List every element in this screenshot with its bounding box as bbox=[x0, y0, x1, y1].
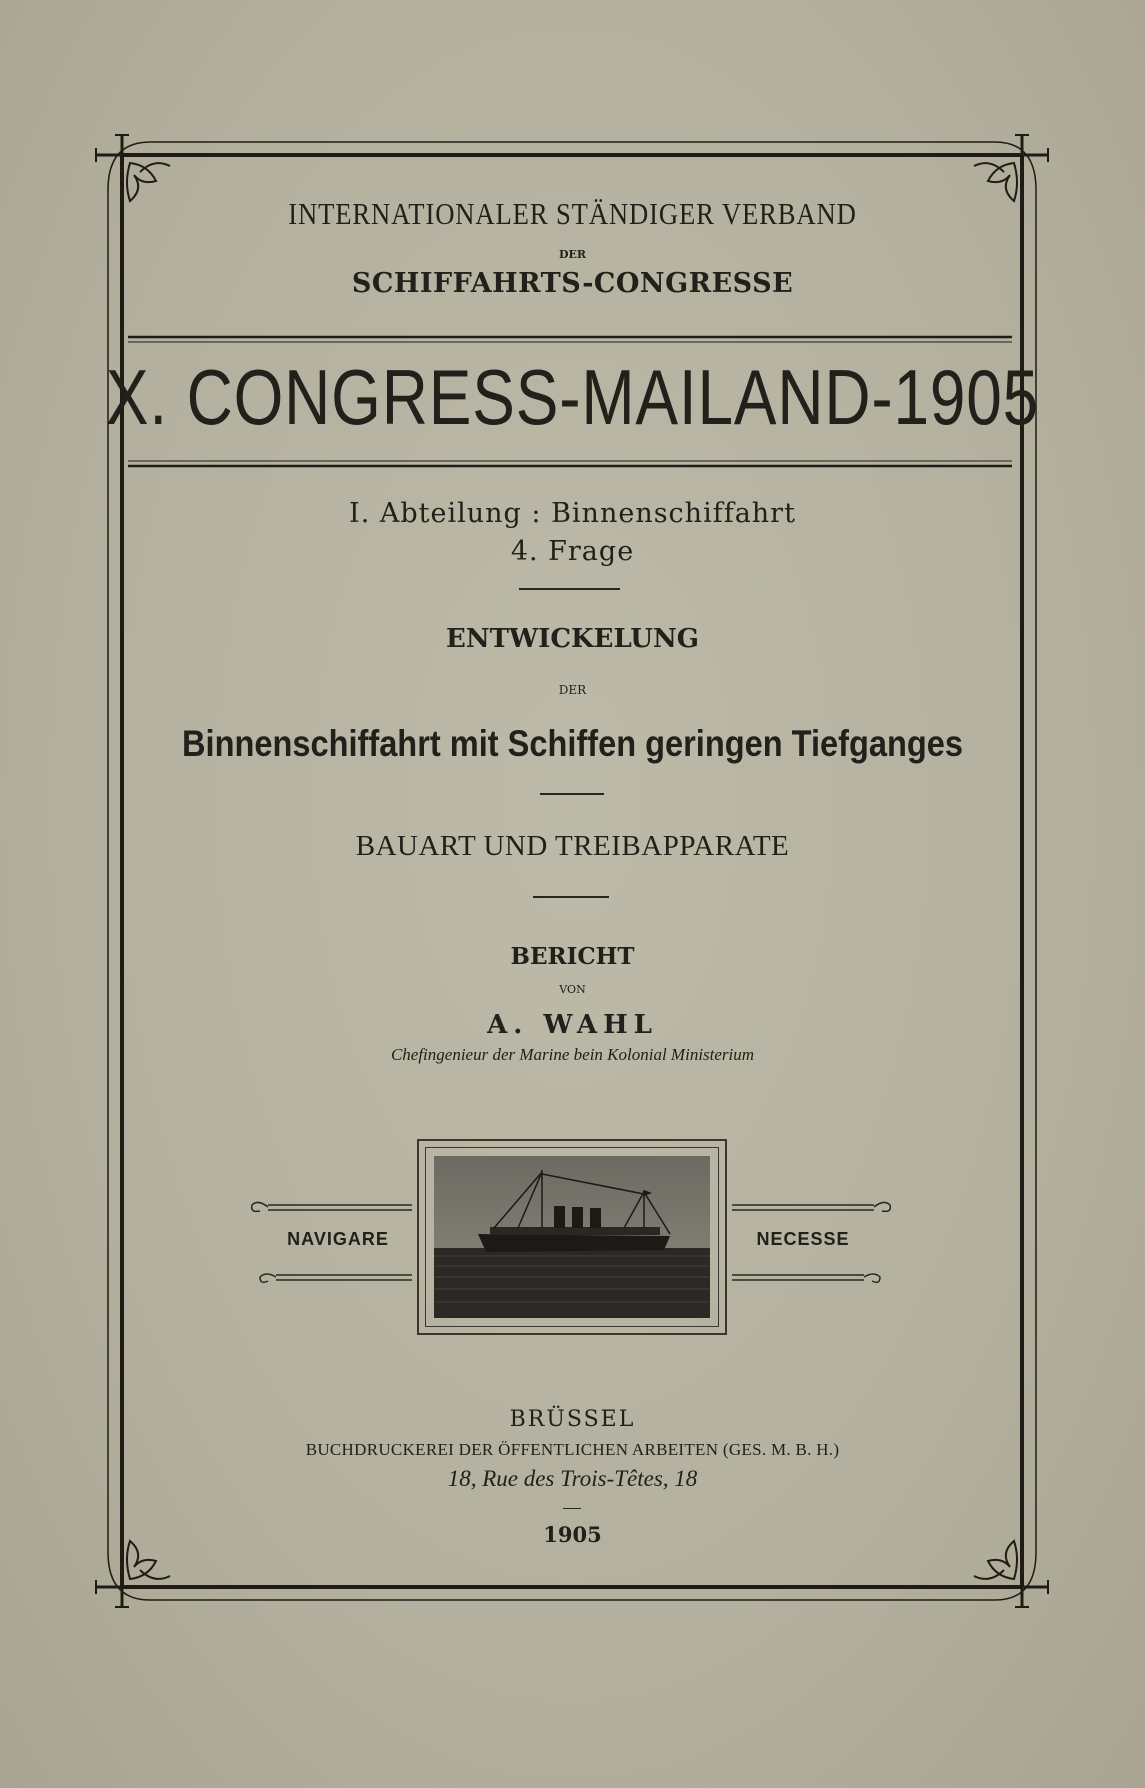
imprint-address: 18, Rue des Trois-Têtes, 18 bbox=[447, 1466, 698, 1491]
imprint-city: BRÜSSEL bbox=[509, 1407, 636, 1432]
imprint-year: 1905 bbox=[543, 1522, 602, 1547]
subject-subtitle: BAUART UND TREIBAPPARATE bbox=[355, 830, 790, 862]
imprint-printer: BUCHDRUCKEREI DER ÖFFENTLICHEN ARBEITEN (GES. M. B. H.) bbox=[305, 1440, 840, 1459]
der-label: DER bbox=[558, 248, 587, 261]
author-title: Chefingenieur der Marine bein Kolonial Ministerium bbox=[390, 1045, 755, 1064]
motto-right: NECESSE bbox=[756, 1229, 850, 1249]
association-name: INTERNATIONALER STÄNDIGER VERBAND bbox=[288, 196, 857, 231]
section-frage: 4. Frage bbox=[510, 536, 635, 567]
section-abteilung: I. Abteilung : Binnenschiffahrt bbox=[349, 498, 796, 529]
subject-title: Binnenschiffahrt mit Schiffen geringen Tiefganges bbox=[182, 723, 963, 764]
steamship-icon bbox=[434, 1156, 710, 1318]
motto-left: NAVIGARE bbox=[287, 1229, 389, 1249]
von-label: VON bbox=[559, 983, 586, 996]
der-label: DER bbox=[558, 683, 587, 697]
divider bbox=[563, 1508, 581, 1509]
subject-heading: ENTWICKELUNG bbox=[446, 624, 699, 654]
congresses-name: SCHIFFAHRTS-CONGRESSE bbox=[351, 268, 794, 299]
report-label: BERICHT bbox=[510, 943, 635, 970]
author-name: A. WAHL bbox=[487, 1010, 658, 1040]
congress-title: X. CONGRESS-MAILAND-1905 bbox=[105, 353, 1040, 441]
